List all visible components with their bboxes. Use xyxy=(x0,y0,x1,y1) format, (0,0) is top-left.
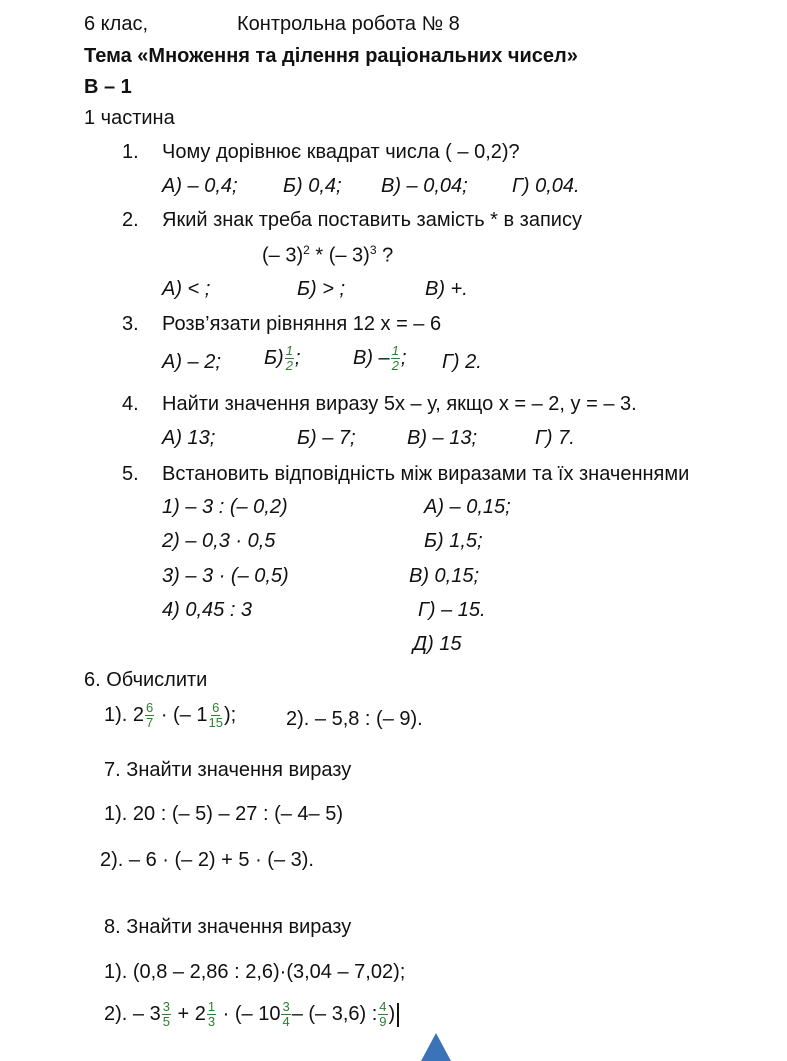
test-title: Контрольна робота № 8 xyxy=(237,13,460,35)
q8-p2-start: 2). – 3 xyxy=(104,1003,161,1026)
fraction-numerator: 6 xyxy=(146,700,154,715)
q7-part-1: 1). 20 : (– 5) – 27 : (– 4– 5) xyxy=(104,803,344,825)
q8-p2-plus: + 2 xyxy=(171,1003,206,1026)
q2-exponent-b: 3 xyxy=(369,243,377,257)
q5-expression-4: 4) 0,45 : 3 xyxy=(162,599,253,621)
fraction-numerator: 3 xyxy=(162,999,170,1014)
q8-p2-fraction-1 xyxy=(162,1000,171,1030)
q5-text: Встановить відповідність між виразами та їх значеннями xyxy=(162,463,690,485)
q4-option-b: Б) – 7; xyxy=(297,427,356,449)
q6-title: 6. Обчислити xyxy=(84,669,208,691)
q2-expr-end: ? xyxy=(376,244,394,267)
q3-option-c-label: В) – xyxy=(353,347,390,370)
q2-number: 2. xyxy=(122,209,139,231)
q8-p2-fraction-3 xyxy=(281,1000,290,1030)
fraction-numerator: 1 xyxy=(207,999,216,1014)
q1-option-c: В) – 0,04; xyxy=(381,175,468,197)
q7-title: 7. Знайти значення виразу xyxy=(104,759,352,781)
fraction-numerator: 4 xyxy=(379,999,387,1014)
q4-number: 4. xyxy=(122,393,139,415)
q8-part-2 xyxy=(104,1000,399,1030)
fraction-denominator: 2 xyxy=(285,358,293,374)
part-label: 1 частина xyxy=(84,107,175,129)
q3-option-b-end: ; xyxy=(294,347,301,370)
text-cursor xyxy=(397,1003,399,1027)
q6-p1-middle: · (– 1 xyxy=(155,704,208,727)
q5-number: 5. xyxy=(122,463,139,485)
q2-text: Який знак треба поставить замість * в запису xyxy=(162,209,582,231)
fraction-numerator: 6 xyxy=(212,700,220,715)
fraction-numerator: 3 xyxy=(282,999,290,1014)
q1-number: 1. xyxy=(122,141,139,163)
q5-value-e: Д) 15 xyxy=(413,633,462,655)
q5-value-c: В) 0,15; xyxy=(409,565,480,587)
q6-part-2: 2). – 5,8 : (– 9). xyxy=(286,708,423,730)
fraction-denominator: 3 xyxy=(207,1014,216,1030)
q2-option-c: В) +. xyxy=(425,278,468,300)
q1-option-a: А) – 0,4; xyxy=(162,175,238,197)
fraction-numerator: 1 xyxy=(285,343,293,358)
q4-option-c: В) – 13; xyxy=(407,427,478,449)
variant-label: В – 1 xyxy=(84,76,132,98)
q1-option-d: Г) 0,04. xyxy=(512,175,580,197)
q1-text: Чому дорівнює квадрат числа ( – 0,2)? xyxy=(162,141,520,163)
q4-text: Найти значення виразу 5х – у, якщо х = – 2, у = – 3. xyxy=(162,393,637,415)
fraction-denominator: 4 xyxy=(282,1014,290,1030)
fraction-denominator: 9 xyxy=(379,1014,387,1030)
q6-p1-fraction-1 xyxy=(145,701,154,731)
fraction-denominator: 7 xyxy=(146,715,154,731)
q3-option-b xyxy=(264,344,300,374)
q1-option-b: Б) 0,4; xyxy=(283,175,342,197)
q8-p2-minus: – (– 3,6) : xyxy=(291,1003,378,1026)
q3-option-c-end: ; xyxy=(400,347,407,370)
q8-p2-fraction-2 xyxy=(207,1000,216,1030)
q5-expression-3: 3) – 3 · (– 0,5) xyxy=(162,565,289,587)
q2-expr-base-a: (– 3) xyxy=(262,244,304,267)
q8-p2-fraction-4 xyxy=(378,1000,387,1030)
q2-expression xyxy=(262,244,393,266)
q5-expression-2: 2) – 0,3 · 0,5 xyxy=(162,530,276,552)
q3-option-a: А) – 2; xyxy=(162,351,221,373)
q5-expression-1: 1) – 3 : (– 0,2) xyxy=(162,496,288,518)
q4-option-a: А) 13; xyxy=(162,427,216,449)
fraction-denominator: 5 xyxy=(162,1014,170,1030)
fraction-numerator: 1 xyxy=(391,343,399,358)
grade-label: 6 клас, xyxy=(84,13,149,35)
q6-p1-end: ); xyxy=(223,704,237,727)
q8-p2-end: ) xyxy=(388,1003,396,1026)
q6-part-1 xyxy=(104,701,236,731)
q5-value-a: А) – 0,15; xyxy=(424,496,511,518)
q4-option-d: Г) 7. xyxy=(535,427,575,449)
q2-exponent-a: 2 xyxy=(303,243,310,257)
q8-part-1: 1). (0,8 – 2,86 : 2,6)·(3,04 – 7,02); xyxy=(104,961,406,983)
q2-option-a: А) < ; xyxy=(162,278,211,300)
q3-text: Розв’язати рівняння 12 х = – 6 xyxy=(162,313,442,335)
q3-option-c-fraction xyxy=(391,344,400,374)
q7-part-2: 2). – 6 · (– 2) + 5 · (– 3). xyxy=(100,849,314,871)
q2-expr-base-b: * (– 3) xyxy=(309,244,370,267)
q5-value-b: Б) 1,5; xyxy=(424,530,483,552)
fraction-denominator: 2 xyxy=(391,358,399,374)
q3-option-b-fraction xyxy=(285,344,294,374)
q3-option-d: Г) 2. xyxy=(442,351,482,373)
q2-option-b: Б) > ; xyxy=(297,278,346,300)
q5-value-d: Г) – 15. xyxy=(418,599,486,621)
q3-number: 3. xyxy=(122,313,139,335)
q6-p1-fraction-2 xyxy=(209,701,223,731)
q6-p1-start: 1). 2 xyxy=(104,704,145,727)
q3-option-c xyxy=(353,344,406,374)
selection-handle-icon[interactable] xyxy=(421,1033,451,1061)
q3-option-b-label: Б) xyxy=(264,347,284,370)
q8-title: 8. Знайти значення виразу xyxy=(104,916,352,938)
fraction-denominator: 15 xyxy=(208,715,223,731)
q8-p2-times: · (– 10 xyxy=(217,1003,281,1026)
topic-heading: Тема «Множення та ділення раціональних чисел» xyxy=(84,45,578,67)
